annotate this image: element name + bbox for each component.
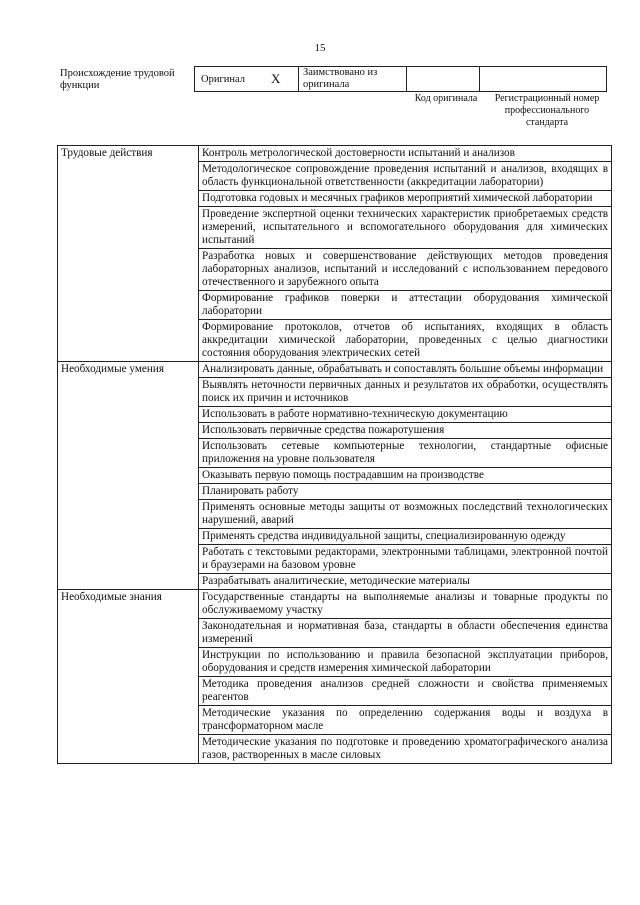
reg-caption: Регистрационный номер профессионального стандарта	[494, 93, 600, 128]
item-text: Проведение экспертной оценки технических характеристик приобретаемых средств измерений, испытательного и вспомогательного оборудования для химических испытаний	[199, 207, 612, 249]
code-caption: Код оригинала	[414, 93, 478, 104]
functions-table	[57, 145, 612, 764]
page-number: 15	[314, 42, 326, 54]
item-text: Использовать сетевые компьютерные технологии, стандартные офисные приложения на уровне пользователя	[199, 439, 612, 468]
item-text: Использовать в работе нормативно-техническую документацию	[199, 407, 612, 423]
table-row	[58, 590, 612, 619]
item-text: Планировать работу	[199, 484, 612, 500]
item-text: Разработка новых и совершенствование действующих методов проведения лабораторных анализов, испытаний и исследований с использованием передового отечественного и зарубежного опыта	[199, 249, 612, 291]
origin-borrowed-label: Заимствовано из оригинала	[299, 67, 407, 92]
table-row	[58, 362, 612, 378]
category-label: Необходимые умения	[58, 362, 199, 590]
item-text: Методика проведения анализов средней сложности и свойства применяемых реагентов	[199, 677, 612, 706]
item-text: Выявлять неточности первичных данных и результатов их обработки, осуществлять поиск их причин и источников	[199, 378, 612, 407]
origin-original-cell	[195, 67, 299, 92]
origin-original-label: Оригинал	[201, 74, 245, 85]
origin-original-mark: X	[271, 71, 281, 86]
table-row	[58, 146, 612, 162]
item-text: Оказывать первую помощь пострадавшим на производстве	[199, 468, 612, 484]
origin-code-cell	[407, 67, 480, 92]
item-text: Работать с текстовыми редакторами, электронными таблицами, электронной почтой и браузерами на базовом уровне	[199, 545, 612, 574]
item-text: Законодательная и нормативная база, стандарты в области обеспечения единства измерений	[199, 619, 612, 648]
item-text: Формирование протоколов, отчетов об испытаниях, входящих в область аккредитации химической лаборатории, проведенных с целью диагностики состояния оборудования электрических сетей	[199, 320, 612, 362]
item-text: Формирование графиков поверки и аттестации оборудования химической лаборатории	[199, 291, 612, 320]
item-text: Разрабатывать аналитические, методические материалы	[199, 574, 612, 590]
category-label: Трудовые действия	[58, 146, 199, 362]
item-text: Инструкции по использованию и правила безопасной эксплуатации приборов, оборудования и средств измерения химической лаборатории	[199, 648, 612, 677]
origin-reg-cell	[480, 67, 607, 92]
item-text: Методологическое сопровождение проведения испытаний и анализов, входящих в область функциональной ответственности (аккредитации лаборатории)	[199, 162, 612, 191]
item-text: Применять основные методы защиты от возможных последствий технологических нарушений, аварий	[199, 500, 612, 529]
item-text: Подготовка годовых и месячных графиков мероприятий химической лаборатории	[199, 191, 612, 207]
item-text: Государственные стандарты на выполняемые анализы и товарные продукты по обслуживаемому участку	[199, 590, 612, 619]
item-text: Использовать первичные средства пожаротушения	[199, 423, 612, 439]
item-text: Анализировать данные, обрабатывать и сопоставлять большие объемы информации	[199, 362, 612, 378]
origin-label: Происхождение трудовой функции	[60, 68, 175, 91]
category-label: Необходимые знания	[58, 590, 199, 764]
item-text: Методические указания по определению содержания воды и воздуха в трансформаторном масле	[199, 706, 612, 735]
item-text: Применять средства индивидуальной защиты, специализированную одежду	[199, 529, 612, 545]
origin-table	[194, 66, 607, 92]
item-text: Методические указания по подготовке и проведению хроматографического анализа газов, растворенных в масле силовых	[199, 735, 612, 764]
item-text: Контроль метрологической достоверности испытаний и анализов	[199, 146, 612, 162]
